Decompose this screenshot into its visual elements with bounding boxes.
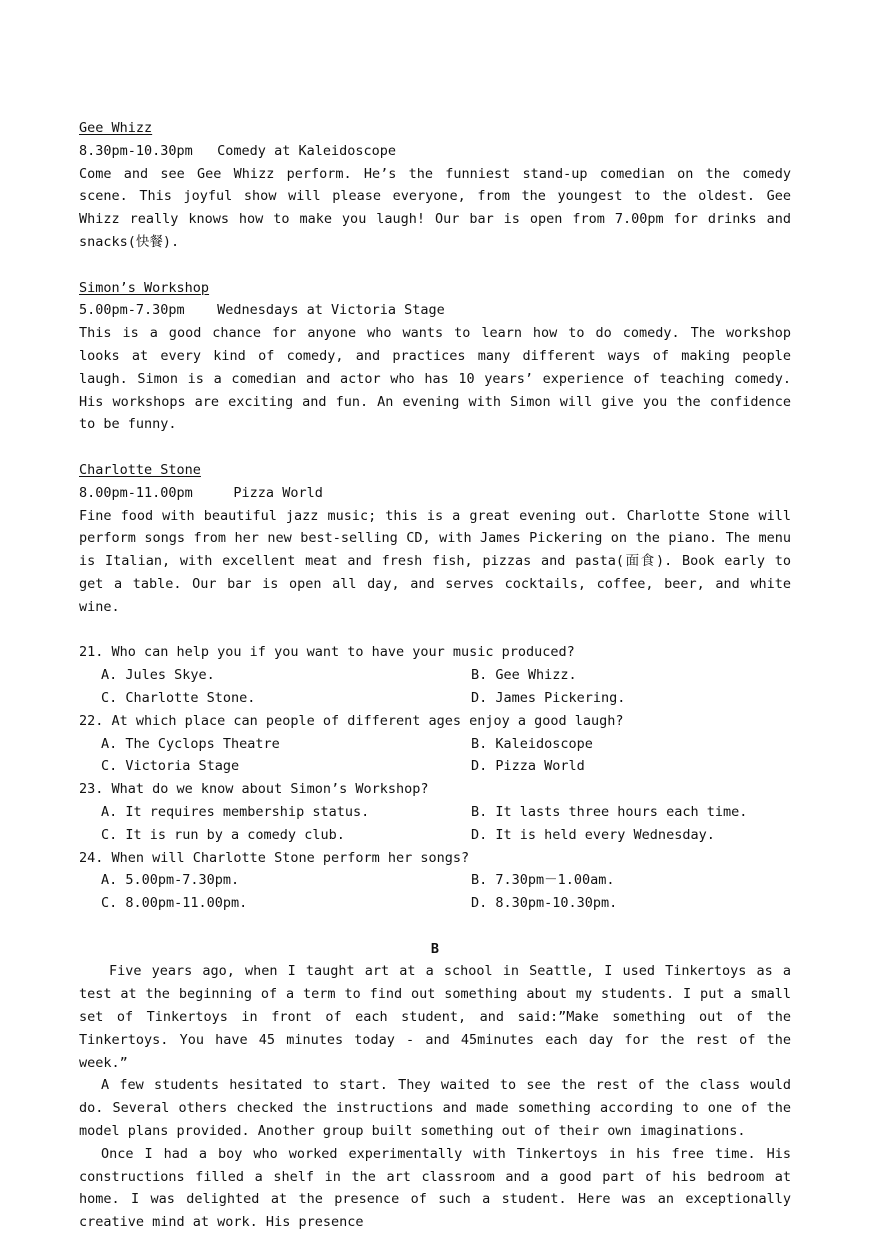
option-a: A. The Cyclops Theatre — [101, 735, 280, 752]
option-c: C. Charlotte Stone. — [101, 689, 256, 706]
question-stem: 21. Who can help you if you want to have your music produced? — [79, 644, 575, 661]
option-c: C. It is run by a comedy club. — [101, 826, 345, 843]
event-time-venue: 8.30pm-10.30pm Comedy at Kaleidoscope — [79, 142, 396, 159]
option-c: C. 8.00pm-11.00pm. — [101, 895, 248, 912]
option-c: C. Victoria Stage — [101, 758, 240, 775]
event-simons-workshop — [79, 277, 791, 437]
option-a: A. It requires membership status. — [101, 803, 370, 820]
option-d: D. It is held every Wednesday. — [471, 826, 715, 843]
option-d: D. Pizza World — [471, 758, 585, 775]
option-b: B. Gee Whizz. — [471, 667, 577, 684]
section-paragraph: A few students hesitated to start. They waited to see the rest of the class would do. Several others checked the instructions and made something according to one of the model plans provided. Another group built something out of their own imaginations. — [79, 1077, 791, 1140]
event-gee-whizz — [79, 117, 791, 254]
option-b: B. It lasts three hours each time. — [471, 803, 748, 820]
question-21 — [79, 641, 791, 709]
document-page — [79, 117, 791, 1234]
option-d: D. James Pickering. — [471, 689, 626, 706]
question-stem: 24. When will Charlotte Stone perform her songs? — [79, 849, 470, 866]
event-description: This is a good chance for anyone who wants to learn how to do comedy. The workshop looks at every kind of comedy, and practices many different ways of making people laugh. Simon is a comedian and actor who has 10 years’ experience of teaching comedy. His workshops are exciting and fun. An evening with Simon will give you the confidence to be funny. — [79, 325, 791, 433]
option-b: B. 7.30pm－1.00am. — [471, 872, 615, 889]
question-24 — [79, 847, 791, 915]
question-stem: 23. What do we know about Simon’s Workshop? — [79, 781, 429, 798]
section-title: B — [430, 940, 440, 957]
question-stem: 22. At which place can people of different ages enjoy a good laugh? — [79, 712, 624, 729]
event-description: Come and see Gee Whizz perform. He’s the funniest stand-up comedian on the comedy scene. This joyful show will please everyone, from the youngest to the oldest. Gee Whizz really knows how to make you laugh! Our bar is open from 7.00pm for drinks and snacks(快餐). — [79, 165, 791, 250]
question-23 — [79, 778, 791, 846]
event-title: Gee Whizz — [79, 120, 153, 136]
event-title: Simon’s Workshop — [79, 279, 210, 296]
option-d: D. 8.30pm-10.30pm. — [471, 895, 618, 912]
option-a: A. Jules Skye. — [101, 667, 215, 684]
event-title: Charlotte Stone — [79, 461, 201, 478]
question-list — [79, 641, 791, 915]
option-a: A. 5.00pm-7.30pm. — [101, 872, 240, 889]
question-22 — [79, 710, 791, 778]
option-b: B. Kaleidoscope — [471, 735, 593, 752]
section-b — [79, 938, 791, 1234]
section-paragraph: Five years ago, when I taught art at a school in Seattle, I used Tinkertoys as a test at the beginning of a term to find out something about my students. I put a small set of Tinkertoys in front of each student, and said:”Make something out of the Tinkertoys. You have 45 minutes today - and 45minutes each day for the rest of the week.” — [79, 963, 791, 1071]
event-description: Fine food with beautiful jazz music; this is a great evening out. Charlotte Stone will perform songs from her new best-selling CD, with James Pickering on the piano. The menu is Italian, with excellent meat and fresh fish, pizzas and pasta(面食). Book early to get a table. Our bar is open all day, and serves cocktails, coffee, beer, and white wine. — [79, 507, 791, 615]
event-time-venue: 8.00pm-11.00pm Pizza World — [79, 484, 323, 501]
event-time-venue: 5.00pm-7.30pm Wednesdays at Victoria Stage — [79, 302, 445, 319]
section-paragraph: Once I had a boy who worked experimentally with Tinkertoys in his free time. His constructions filled a shelf in the art classroom and a good part of his bedroom at home. I was delighted at the presence of such a student. Here was an exceptionally creative mind at work. His presence — [79, 1145, 791, 1231]
event-charlotte-stone — [79, 459, 791, 619]
